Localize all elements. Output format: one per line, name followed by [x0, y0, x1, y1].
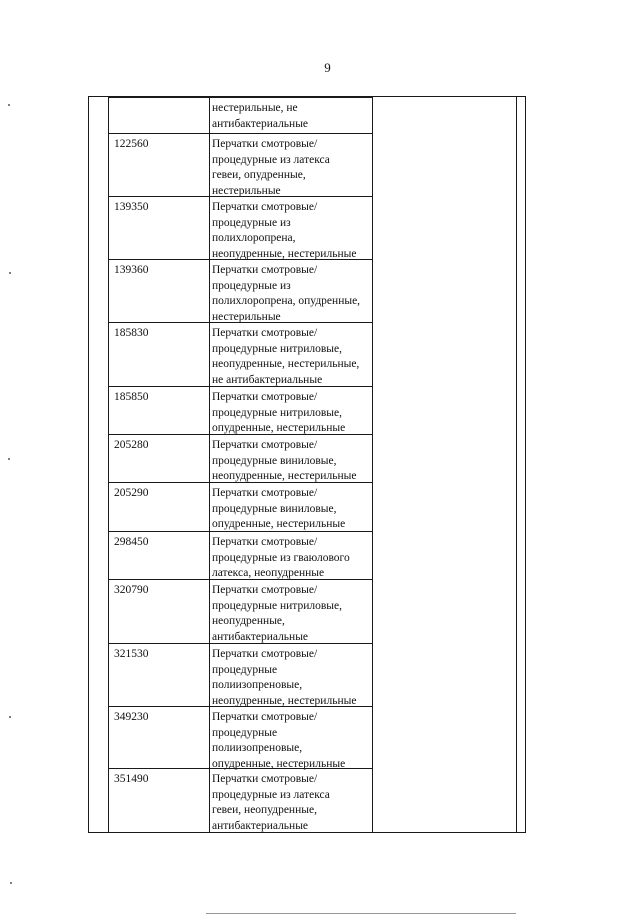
row-code: 185850	[114, 391, 149, 403]
row-name: Перчатки смотровые/ процедурные из полихлоропрена, опудренные, нестерильные	[212, 264, 361, 323]
row-name: Перчатки смотровые/ процедурные из полихлоропрена, неопудренные, нестерильные	[212, 201, 357, 260]
table-row	[108, 322, 372, 386]
table-row	[108, 643, 372, 706]
table-row	[108, 133, 372, 196]
table-row	[108, 259, 372, 322]
row-code: 185830	[114, 327, 149, 339]
row-code: 351490	[114, 773, 149, 785]
row-name: Перчатки смотровые/ процедурные нитриловые, опудренные, нестерильные	[212, 391, 346, 434]
scan-speck	[9, 716, 11, 718]
row-code: 122560	[114, 138, 149, 150]
scan-speck	[10, 882, 12, 884]
table-row	[108, 97, 372, 133]
table-row	[108, 768, 372, 832]
row-code: 205280	[114, 439, 149, 451]
table-row	[108, 482, 372, 531]
scan-speck	[9, 272, 11, 274]
row-code: 320790	[114, 584, 149, 596]
page-number: 9	[324, 60, 331, 75]
scan-edge-line	[206, 913, 516, 914]
row-name: Перчатки смотровые/ процедурные виниловые, неопудренные, нестерильные	[212, 439, 357, 482]
table-row	[108, 434, 372, 482]
row-name: Перчатки смотровые/ процедурные полиизопреновые, неопудренные, нестерильные	[212, 648, 357, 707]
row-code: 205290	[114, 487, 149, 499]
row-code: 139360	[114, 264, 149, 276]
row-name: Перчатки смотровые/ процедурные из латекса гевеи, опудренные, нестерильные	[212, 138, 330, 197]
scan-speck	[8, 458, 10, 460]
gloves-table	[88, 96, 526, 833]
row-code: 349230	[114, 711, 149, 723]
row-name: Перчатки смотровые/ процедурные из гваюлового латекса, неопудренные	[212, 536, 350, 579]
row-name: Перчатки смотровые/ процедурные полиизопреновые, опудренные, нестерильные	[212, 711, 346, 770]
scan-speck	[8, 104, 10, 106]
table-row	[108, 706, 372, 768]
table-row	[108, 196, 372, 259]
column-divider-3	[372, 97, 373, 832]
table-row	[108, 579, 372, 643]
row-code: 298450	[114, 536, 149, 548]
table-row	[108, 531, 372, 579]
row-name: Перчатки смотровые/ процедурные нитриловые, неопудренные, нестерильные, не антибактериальные	[212, 327, 360, 386]
table-row	[108, 386, 372, 434]
column-divider-4	[516, 97, 517, 832]
row-name: нестерильные, не антибактериальные	[212, 102, 309, 130]
row-name: Перчатки смотровые/ процедурные нитриловые, неопудренные, антибактериальные	[212, 584, 342, 643]
row-code: 321530	[114, 648, 149, 660]
row-name: Перчатки смотровые/ процедурные виниловые, опудренные, нестерильные	[212, 487, 346, 530]
row-name: Перчатки смотровые/ процедурные из латекса гевеи, неопудренные, антибактериальные	[212, 773, 330, 832]
row-code: 139350	[114, 201, 149, 213]
